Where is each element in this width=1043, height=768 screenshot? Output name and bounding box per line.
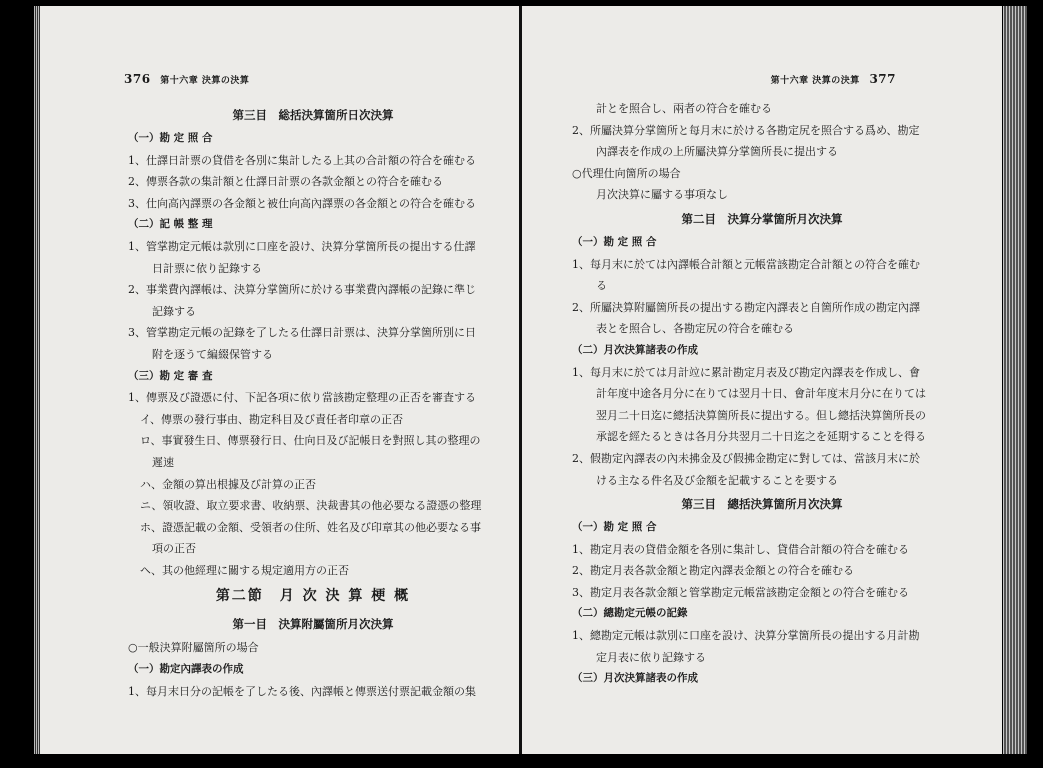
- text-line: 定月表に依り記錄する: [596, 650, 706, 664]
- text-line: 3、仕向高內譯票の各金額と被仕向高內譯票の各金額との符合を確むる: [128, 196, 476, 210]
- text-line: 項の正否: [152, 542, 196, 556]
- subsection-heading: （一）勘 定 照 合: [572, 235, 657, 248]
- text-line: 計とを照合し、兩者の符合を確むる: [596, 102, 772, 115]
- subsection-heading: （二）總勘定元帳の記錄: [572, 607, 688, 620]
- subsection-heading: （二）記 帳 整 理: [128, 218, 213, 231]
- text-line: 1、傳票及び證憑に付、下記各項に依り當該勘定整理の正否を審査する: [128, 391, 476, 405]
- text-line: ホ、證憑記載の金額、受領者の住所、姓名及び印章其の他必要なる事: [140, 520, 481, 534]
- left-page-number: 376: [124, 72, 151, 86]
- text-line: 翌月二十日迄に總括決算箇所長に提出する。但し總括決算箇所長の: [596, 408, 926, 422]
- subsection-heading: （一）勘 定 照 合: [572, 521, 657, 534]
- text-line: 2、假勘定內譯表の內未拂金及び假拂金勘定に對しては、當該月末に於: [572, 451, 920, 465]
- text-line: 1、仕譯日計票の貸借を各別に集計したる上其の合計額の符合を確むる: [128, 153, 476, 167]
- right-running-head: [771, 72, 902, 86]
- text-line: 表とを照合し、各勘定尻の符合を確むる: [596, 322, 794, 336]
- text-line: 承認を經たるときは各月分共翌月二十日迄之を延期することを得る: [596, 430, 926, 444]
- right-page-number: 377: [869, 72, 896, 86]
- section-heading: 第三目 総括決算箇所日次決算: [232, 108, 394, 122]
- text-line: 月次決算に屬する事項なし: [596, 188, 728, 202]
- text-line: 1、總勘定元帳は款別に口座を設け、決算分掌箇所長の提出する月計勘: [572, 629, 920, 643]
- right-chapter-title: 第十六章 決算の決算: [770, 76, 860, 86]
- subsection-heading: （三）勘 定 審 査: [128, 369, 213, 382]
- subsection-heading: （一）勘 定 照 合: [128, 132, 213, 144]
- text-line: 附を逐うて編綴保管する: [152, 347, 273, 361]
- text-line: 1、每月末日分の記帳を了したる後、內譯帳と傳票送付票記載金額の集: [128, 684, 476, 698]
- chapter-section-heading: 第二節 月 次 決 算 梗 概: [215, 588, 411, 605]
- text-line: ロ、事實發生日、傳票發行日、仕向日及び記帳日を對照し其の整理の: [140, 434, 481, 448]
- left-chapter-title: 第十六章 決算の決算: [160, 76, 250, 86]
- right-page: [522, 6, 1002, 754]
- text-line: ける主なる件名及び金額を記載することを要する: [596, 473, 838, 487]
- text-line: 1、每月末に於ては內譯帳合計額と元帳當該勘定合計額との符合を確む: [572, 257, 920, 271]
- text-line: 3、勘定月表各款金額と管掌勘定元帳當該勘定金額との符合を確むる: [572, 585, 909, 599]
- text-line: 計年度中途各月分に在りては翌月十日、會計年度末月分に在りては: [596, 387, 926, 401]
- text-line: 2、勘定月表各款金額と勘定內譯表金額との符合を確むる: [572, 564, 854, 578]
- text-line: ニ、領收證、取立要求書、收納票、決裁書其の他必要なる證憑の整理: [140, 499, 482, 513]
- left-page: [40, 6, 520, 754]
- text-line: 內譯表を作成の上所屬決算分掌箇所長に提出する: [596, 145, 838, 159]
- text-line: ○代理仕向箇所の場合: [572, 166, 681, 180]
- text-line: 記錄する: [152, 304, 196, 318]
- text-line: ハ、金額の算出根據及び計算の正否: [140, 477, 316, 491]
- book-edge-right: [1003, 6, 1027, 754]
- left-page-body: [128, 102, 498, 702]
- text-line: 2、所屬決算分掌箇所と每月末に於ける各勘定尻を照合する爲め、勘定: [572, 123, 920, 137]
- section-heading: 第二目 決算分掌箇所月次決算: [681, 211, 843, 226]
- left-running-head: [118, 72, 249, 86]
- text-line: ヘ、其の他經理に關する規定適用方の正否: [140, 563, 349, 577]
- subsection-heading: （三）月次決算諸表の作成: [572, 672, 698, 685]
- subsection-heading: （一）勘定內譯表の作成: [128, 663, 244, 676]
- text-line: 1、每月末に於ては月計竝に累計勘定月表及び勘定內譯表を作成し、會: [572, 365, 920, 379]
- subsection-heading: （二）月次決算諸表の作成: [572, 343, 698, 356]
- text-line: 1、管掌勘定元帳は款別に口座を設け、決算分掌箇所長の提出する仕譯: [128, 239, 476, 253]
- section-heading: 第一目 決算附屬箇所月次決算: [232, 617, 394, 632]
- text-line: 3、管掌勘定元帳の記錄を了したる仕譯日計票は、決算分掌箇所別に日: [128, 326, 476, 340]
- text-line: ○一般決算附屬箇所の場合: [128, 641, 259, 655]
- text-line: 2、所屬決算附屬箇所長の提出する勘定內譯表と自箇所作成の勘定內譯: [572, 300, 920, 314]
- text-line: る: [596, 279, 607, 293]
- text-line: イ、傳票の發行事由、勘定科目及び責任者印章の正否: [140, 412, 404, 426]
- text-line: 2、事業費內譯帳は、決算分掌箇所に於ける事業費內譯帳の記錄に準じ: [128, 283, 476, 297]
- right-page-body: [572, 98, 952, 690]
- text-line: 1、勘定月表の貸借金額を各別に集計し、貸借合計額の符合を確むる: [572, 542, 909, 556]
- text-line: 遲速: [152, 455, 174, 469]
- section-heading: 第三目 總括決算箇所月次決算: [681, 497, 843, 512]
- text-line: 日計票に依り記錄する: [152, 261, 262, 275]
- text-line: 2、傳票各款の集計額と仕譯日計票の各款金額との符合を確むる: [128, 175, 443, 189]
